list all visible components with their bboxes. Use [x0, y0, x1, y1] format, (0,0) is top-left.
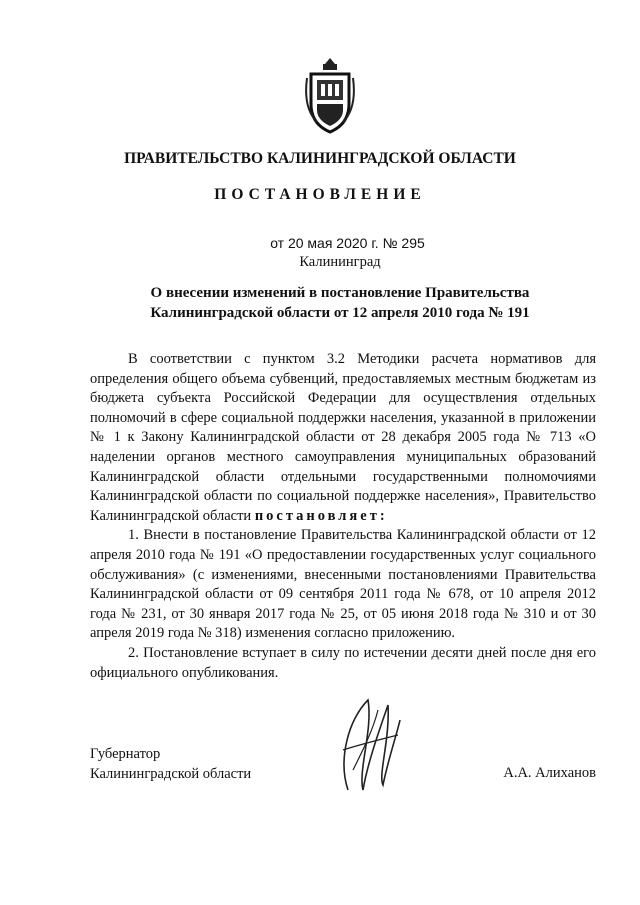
coat-of-arms-icon: [303, 56, 357, 136]
paragraph-item-2: 2. Постановление вступает в силу по истечении десяти дней после дня его официального опубликования.: [90, 644, 596, 681]
government-name: ПРАВИТЕЛЬСТВО КАЛИНИНГРАДСКОЙ ОБЛАСТИ: [124, 150, 516, 167]
document-type: ПОСТАНОВЛЕНИЕ: [214, 186, 426, 203]
document-subject: [0, 283, 640, 323]
paragraph-item-1: 1. Внести в постановление Правительства Калининградской области от 12 апреля 2010 года № 191 «О предоставлении государственных услуг социального обслуживания» (с изменениями, внесенными постановлениями Правительства Калининградской области от 09 сентября 2011 года № 678, от 10 апреля 2012 года № 231, от 30 января 2017 года № 25, от 05 июня 2018 года № 310 и от 30 апреля 2019 года № 318) изменения согласно приложению.: [90, 527, 596, 642]
date-number-line: от 20 мая 2020 г. № 295: [270, 235, 425, 251]
subject-line-2: Калининградской области от 12 апреля 2010 года № 191: [150, 305, 530, 321]
preamble-text: В соответствии с пунктом 3.2 Методики расчета нормативов для определения общего объема субвенций, предоставляемых местным бюджетам из бюджета субъекта Российской Федерации для осуществления отдельных полномочий в сфере социальной поддержки населения, указанной в приложении № 1 к Закону Калининградской области от 28 декабря 2005 года № 713 «О наделении органов местного самоуправления муниципальных образований Калининградской области отдельными государственными полномочиями Калининградской области по социальной поддержке населения», Правительство Калининградской области: [90, 351, 596, 524]
document-body: [90, 350, 596, 683]
signatory-title: [90, 745, 251, 784]
signatory-title-line-2: Калининградской области: [90, 765, 252, 782]
paragraph-preamble: [90, 350, 596, 526]
handwritten-signature-icon: [328, 690, 408, 800]
signatory-title-line-1: Губернатор: [90, 746, 161, 762]
resolution-keyword: постановляет:: [254, 507, 388, 524]
city-name: Калининград: [299, 254, 381, 270]
signatory-name: А.А. Алиханов: [503, 765, 596, 781]
subject-line-1: О внесении изменений в постановление Правительства: [150, 285, 530, 301]
